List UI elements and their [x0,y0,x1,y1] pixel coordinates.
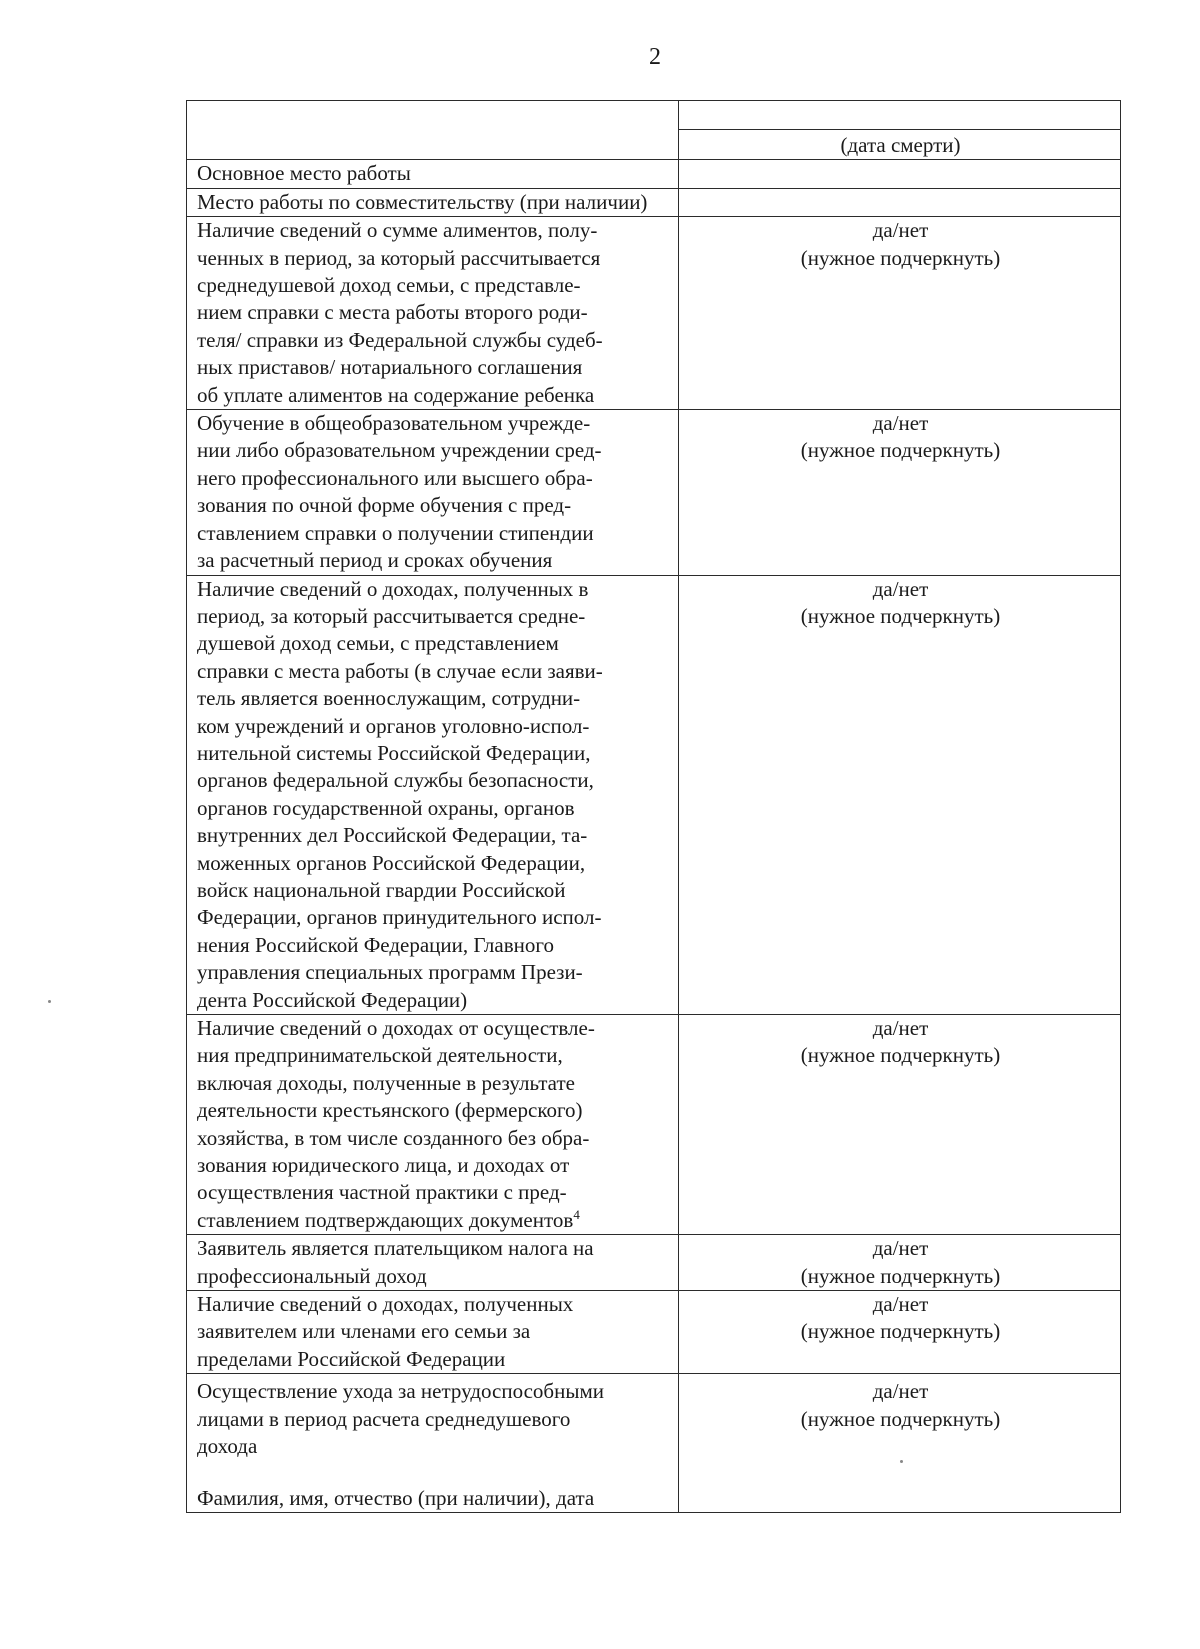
scan-speck [900,1460,903,1463]
label-line: Заявитель является плательщиком налога на [197,1236,594,1261]
main-workplace-label: Основное место работы [197,161,411,186]
label-line: профессиональный доход [197,1263,427,1288]
label-line: нения Российской Федерации, Главного [197,932,554,957]
yes-no-choice[interactable]: да/нет [872,1379,929,1404]
label-line: душевой доход семьи, с представлением [197,631,559,656]
label-line: ставлением справки о получении стипендии [197,520,594,545]
label-line: Обучение в общеобразовательном учрежде- [197,411,591,436]
answer-cell[interactable] [679,1374,1121,1513]
label-line: Наличие сведений о доходах, полученных [197,1292,574,1317]
row-label [187,1015,679,1235]
table-row [187,217,1121,410]
label-line: Наличие сведений о сумме алиментов, полу- [197,218,598,243]
label-line: ния предпринимательской деятельности, [197,1043,563,1068]
label-line: зования по очной форме обучения с пред- [197,493,572,518]
date-of-death-field[interactable] [679,101,1120,130]
label-line: теля/ справки из Федеральной службы судеб- [197,327,603,352]
row-label [187,160,679,188]
label-line: управления специальных программ Прези- [197,960,583,985]
yes-no-choice[interactable]: да/нет [872,218,929,243]
row-label [187,188,679,216]
table-row [187,410,1121,575]
label-line: нии либо образовательном учреждении сред- [197,438,602,463]
label-line: моженных органов Российской Федерации, [197,850,586,875]
yes-no-choice[interactable]: да/нет [872,576,929,601]
table-row [187,1291,1121,1374]
row-label [187,1374,679,1513]
label-line: органов государственной охраны, органов [197,795,575,820]
label-line: осуществления частной практики с пред- [197,1180,567,1205]
yes-no-choice[interactable]: да/нет [872,1016,929,1040]
second-workplace-label: Место работы по совместительству (при наличии) [197,189,648,214]
label-line: органов федеральной службы безопасности, [197,768,594,793]
label-line: ченных в период, за который рассчитывается [197,245,601,270]
spacer [197,1461,670,1485]
yes-no-choice[interactable]: да/нет [872,1236,929,1261]
answer-cell[interactable] [679,217,1121,410]
label-line: Наличие сведений о доходах, полученных в [197,576,589,601]
underline-hint: (нужное подчеркнуть) [800,1263,1001,1288]
underline-hint: (нужное подчеркнуть) [800,1406,1001,1431]
underline-hint: (нужное подчеркнуть) [800,1043,1001,1068]
answer-cell[interactable] [679,410,1121,575]
application-form-table [186,100,1121,1513]
row-label [187,410,679,575]
label-line: пределами Российской Федерации [197,1346,506,1371]
label-line: ком учреждений и органов уголовно-испол- [197,713,590,738]
date-of-death-caption: (дата смерти) [840,133,961,157]
label-line: лицами в период расчета среднедушевого [197,1406,571,1431]
answer-cell[interactable] [679,1291,1121,1374]
label-line: Фамилия, имя, отчество (при наличии), дата [197,1485,595,1510]
label-line: деятельности крестьянского (фермерского) [197,1098,583,1123]
second-workplace-field[interactable] [679,188,1121,216]
table-row [187,1374,1121,1513]
label-line: Наличие сведений о доходах от осуществле- [197,1016,595,1040]
label-line: дохода [197,1434,258,1459]
answer-cell[interactable] [679,1235,1121,1291]
yes-no-choice[interactable]: да/нет [872,411,929,436]
label-line: включая доходы, полученные в результате [197,1070,575,1095]
table-row [187,188,1121,216]
underline-hint: (нужное подчеркнуть) [800,603,1001,628]
row-label [187,1235,679,1291]
row-label [187,1291,679,1374]
label-line: за расчетный период и сроках обучения [197,548,553,573]
table-row-header [187,101,1121,160]
label-line: него профессионального или высшего обра- [197,465,593,490]
label-line [197,1207,670,1234]
label-line: среднедушевой доход семьи, с представле- [197,273,581,298]
page-number: 2 [649,44,661,70]
label-line: внутренних дел Российской Федерации, та- [197,823,588,848]
label-line: хозяйства, в том числе созданного без обра- [197,1125,590,1150]
label-line: нительной системы Российской Федерации, [197,740,591,765]
header-left-cell [187,101,679,160]
table-row [187,575,1121,1015]
row-label [187,217,679,410]
label-line: справки с места работы (в случае если заяви- [197,658,603,683]
label-line: об уплате алиментов на содержание ребенка [197,382,595,407]
header-right-cell [679,101,1121,160]
label-line: войск национальной гвардии Российской [197,877,566,902]
underline-hint: (нужное подчеркнуть) [800,438,1001,463]
label-line: Федерации, органов принудительного испол- [197,905,602,930]
footnote-marker: 4 [573,1206,580,1222]
label-line: зования юридического лица, и доходах от [197,1153,570,1178]
underline-hint: (нужное подчеркнуть) [800,1319,1001,1344]
label-line: заявителем или членами его семьи за [197,1319,531,1344]
label-line: Осуществление ухода за нетрудоспособными [197,1379,604,1404]
label-line: нием справки с места работы второго роди- [197,300,588,325]
label-line: период, за который рассчитывается средне- [197,603,586,628]
answer-cell[interactable] [679,1015,1121,1235]
table-row [187,1235,1121,1291]
underline-hint: (нужное подчеркнуть) [800,245,1001,270]
label-line: тель является военнослужащим, сотрудни- [197,686,581,711]
label-line: дента Российской Федерации) [197,987,468,1012]
label-line: ных приставов/ нотариального соглашения [197,355,583,380]
answer-cell[interactable] [679,575,1121,1015]
table-row [187,1015,1121,1235]
table-row [187,160,1121,188]
main-workplace-field[interactable] [679,160,1121,188]
scan-speck [48,1000,51,1003]
label-line-text: ставлением подтверждающих документов [197,1207,574,1232]
yes-no-choice[interactable]: да/нет [872,1292,929,1317]
row-label [187,575,679,1015]
